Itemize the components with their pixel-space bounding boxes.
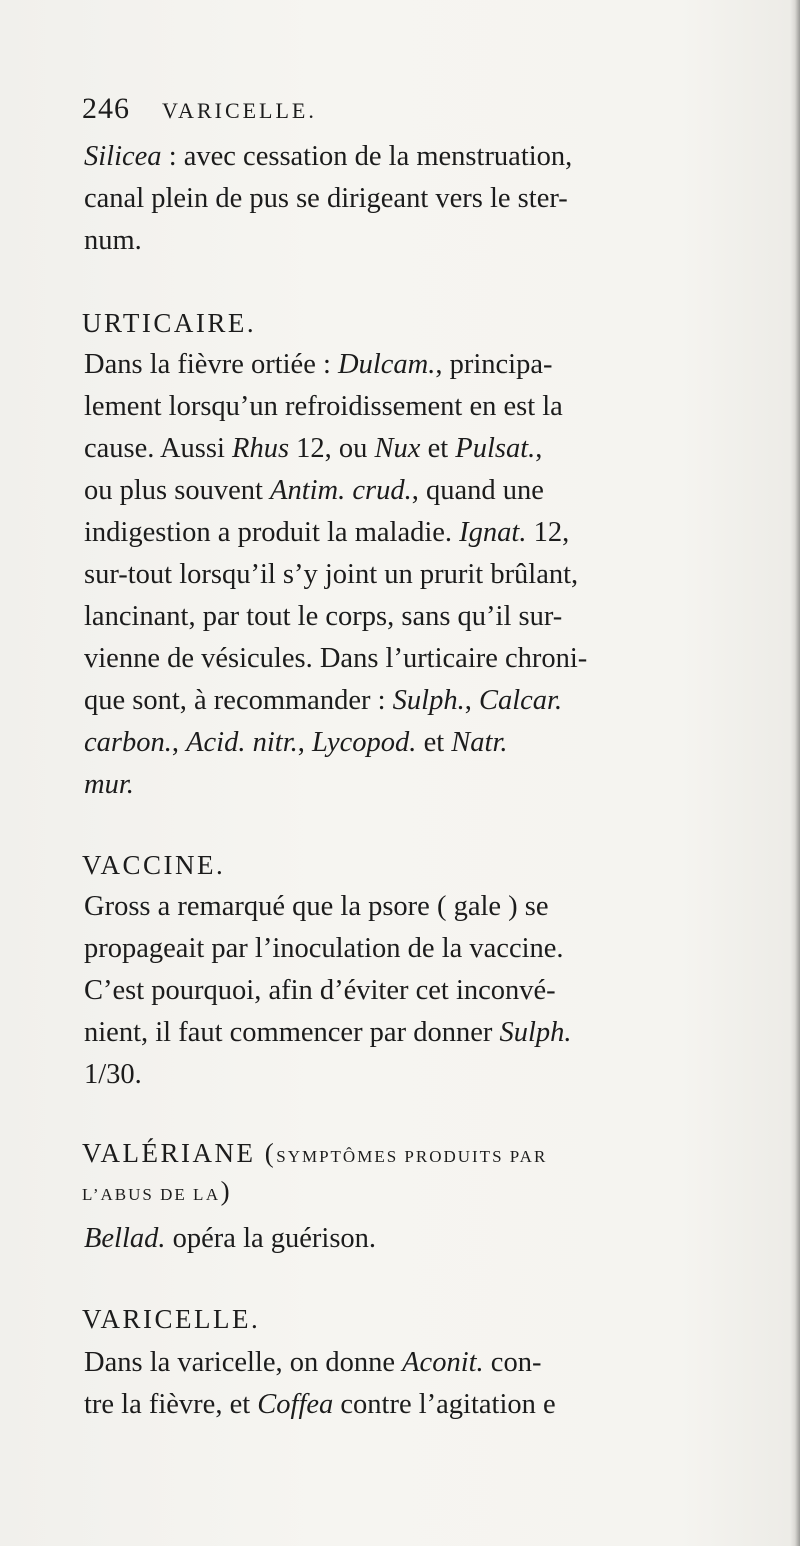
- section-heading-varicelle: VARICELLE.: [82, 1304, 261, 1334]
- remedy-name: Sulph.: [392, 685, 465, 716]
- heading-subtext: LA: [193, 1185, 221, 1204]
- remedy-name: Antim. crud.: [270, 475, 412, 506]
- remedy-name: Dulcam.: [338, 349, 436, 380]
- heading-subtext: L’ABUS DE: [82, 1185, 193, 1204]
- text-line: propageait par l’inoculation de la vaccine.: [84, 933, 564, 964]
- text-line: C’est pourquoi, afin d’éviter cet inconvé-: [84, 975, 556, 1006]
- text-span: Dans la varicelle, on donne: [84, 1347, 403, 1378]
- remedy-name: Aconit.: [402, 1347, 484, 1378]
- text-span: ,: [297, 727, 312, 758]
- text-span: 12,: [526, 517, 570, 548]
- remedy-name: Sulph.: [499, 1017, 572, 1048]
- section-heading-valeriane-cont: [82, 1176, 232, 1207]
- remedy-name: Lycopod.: [312, 727, 417, 758]
- text-line: [84, 140, 774, 174]
- remedy-name: carbon.: [84, 727, 172, 758]
- page-number: 246: [82, 92, 130, 125]
- text-line: [84, 1388, 774, 1422]
- remedy-name: Silicea: [84, 141, 162, 172]
- heading-subtext: SYMPTÔMES PRODUITS PAR: [276, 1147, 548, 1166]
- heading-text: ): [220, 1176, 233, 1206]
- remedy-name: Natr.: [451, 727, 508, 758]
- remedy-name: Acid. nitr.: [186, 727, 298, 758]
- remedy-name: Bellad.: [84, 1223, 166, 1254]
- text-line: Gross a remarqué que la psore ( gale ) se: [84, 891, 549, 922]
- remedy-name: mur.: [84, 769, 134, 800]
- text-span: contre l’agitation e: [333, 1389, 556, 1420]
- text-line: [84, 684, 774, 718]
- running-head: [82, 92, 722, 132]
- text-span: que sont, à recommander :: [84, 685, 393, 716]
- section-heading-urticaire: URTICAIRE.: [82, 308, 257, 338]
- text-span: nient, il faut commencer par donner: [84, 1017, 500, 1048]
- text-span: Dans la fièvre ortiée :: [84, 349, 339, 380]
- text-span: , principa-: [435, 349, 553, 380]
- section-heading-vaccine: VACCINE.: [82, 850, 226, 880]
- text-line: [84, 1016, 774, 1050]
- text-span: et: [420, 433, 456, 464]
- text-span: ,: [464, 685, 479, 716]
- text-span: , quand une: [411, 475, 544, 506]
- remedy-name: Pulsat.: [455, 433, 536, 464]
- remedy-name: Ignat.: [459, 517, 527, 548]
- text-span: con-: [483, 1347, 542, 1378]
- running-title: VARICELLE.: [162, 98, 317, 123]
- text-line: lement lorsqu’un refroidissement en est la: [84, 391, 563, 422]
- remedy-name: Calcar.: [478, 685, 563, 716]
- text-line: [84, 768, 774, 802]
- section-heading-valeriane: [82, 1138, 547, 1169]
- text-line: vienne de vésicules. Dans l’urticaire chroni-: [84, 643, 588, 674]
- text-line: [84, 432, 774, 466]
- remedy-name: Coffea: [257, 1389, 334, 1420]
- text-line: sur-tout lorsqu’il s’y joint un prurit brûlant,: [84, 559, 579, 590]
- remedy-name: Rhus: [232, 433, 290, 464]
- text-span: ,: [535, 433, 543, 464]
- text-span: opéra la guérison.: [165, 1223, 377, 1254]
- text-span: : avec cessation de la menstruation,: [161, 141, 573, 172]
- text-line: canal plein de pus se dirigeant vers le ster-: [84, 183, 568, 214]
- text-line: num.: [84, 225, 142, 256]
- remedy-name: Nux: [374, 433, 421, 464]
- text-line: [84, 474, 774, 508]
- text-span: tre la fièvre, et: [84, 1389, 258, 1420]
- text-span: 12, ou: [289, 433, 375, 464]
- text-span: ou plus souvent: [84, 475, 271, 506]
- heading-text: VALÉRIANE (: [82, 1138, 277, 1168]
- text-span: ,: [171, 727, 187, 758]
- page-edge-shadow: [790, 0, 800, 1546]
- text-line: [84, 1346, 774, 1380]
- text-line: [84, 726, 774, 760]
- text-span: cause. Aussi: [84, 433, 233, 464]
- text-line: [84, 1222, 774, 1256]
- text-line: [84, 516, 774, 550]
- text-line: 1/30.: [84, 1059, 142, 1090]
- text-line: [84, 348, 774, 382]
- text-span: indigestion a produit la maladie.: [84, 517, 460, 548]
- text-line: lancinant, par tout le corps, sans qu’il sur-: [84, 601, 563, 632]
- text-span: et: [416, 727, 452, 758]
